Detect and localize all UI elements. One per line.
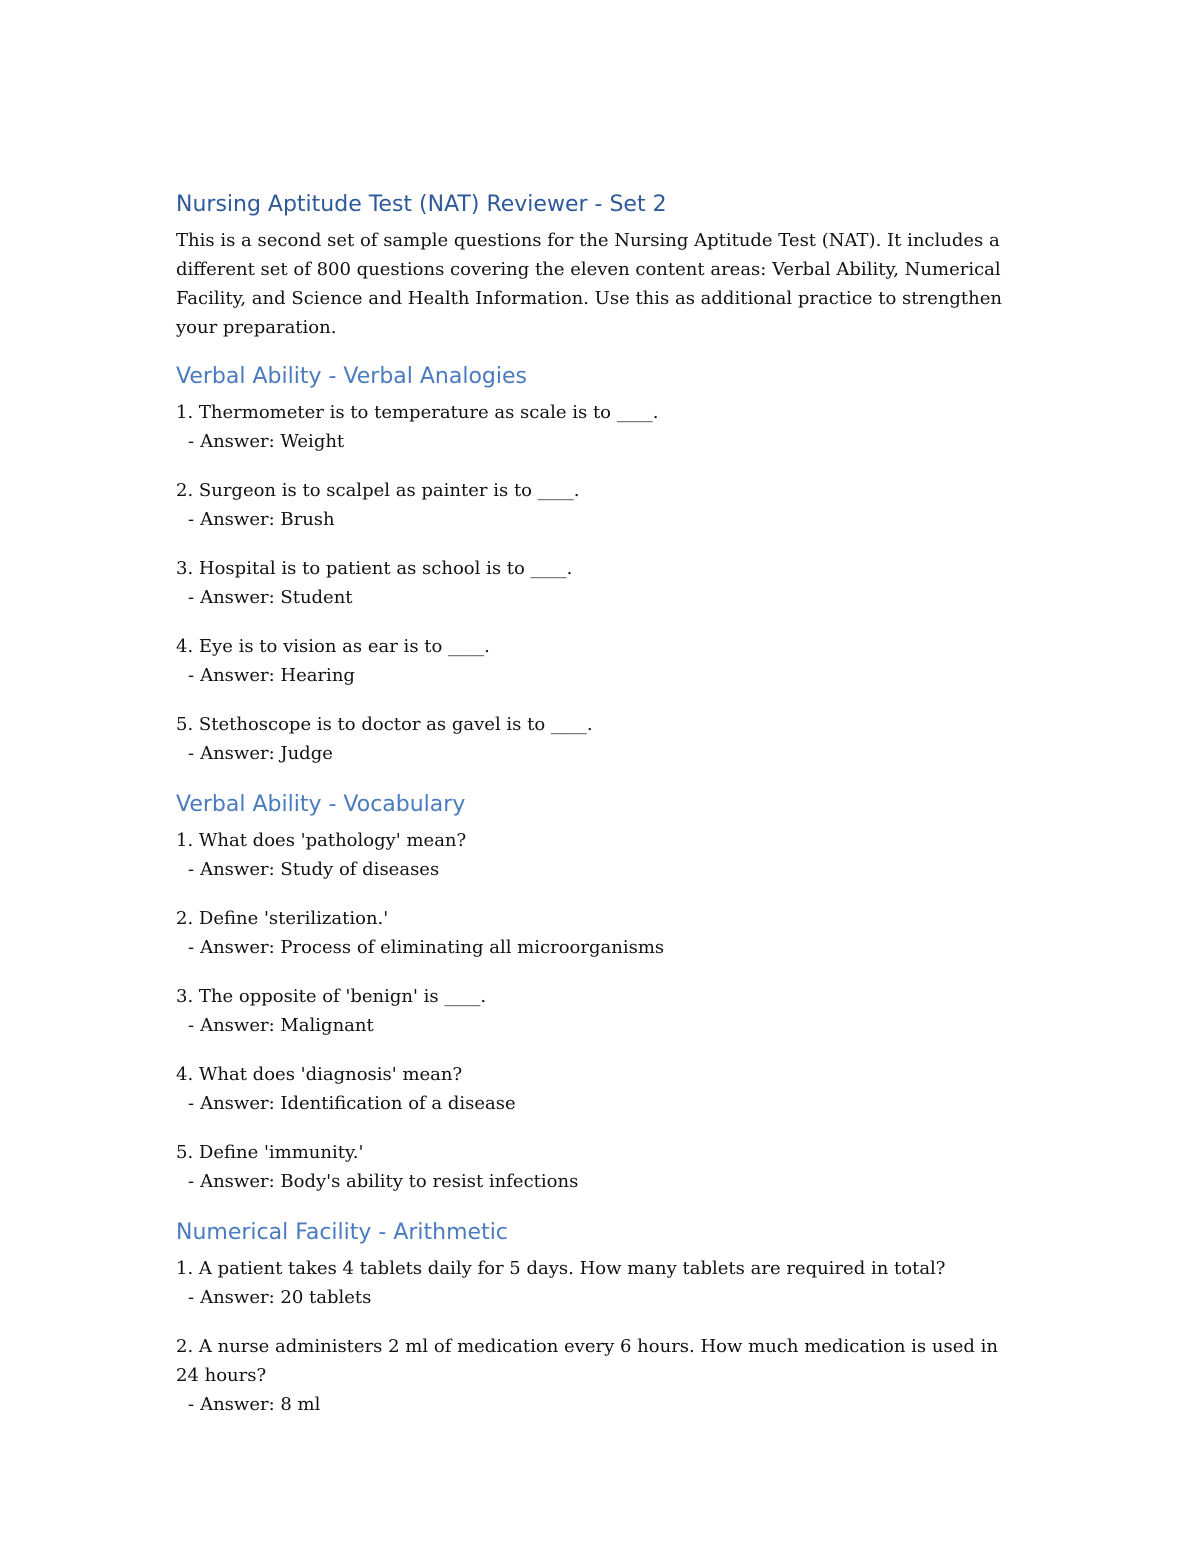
question-item: 5. Stethoscope is to doctor as gavel is to ____. - Answer: Judge — [176, 710, 1026, 768]
section-heading: Numerical Facility - Arithmetic — [176, 1220, 508, 1245]
intro-paragraph: This is a second set of sample questions for the Nursing Aptitude Test (NAT). It includes a different set of 800 questions covering the eleven content areas: Verbal Ability, Numerical Facility, and Science and Health Information. Use this as additional practice to strengthen your preparation. — [176, 230, 1002, 338]
answer-text: Answer: Student — [200, 587, 353, 608]
section-arithmetic — [176, 1216, 1026, 1419]
answer-text: Answer: Study of diseases — [200, 859, 440, 880]
answer-text: Answer: Weight — [200, 431, 345, 452]
answer-text: Answer: Malignant — [200, 1015, 374, 1036]
document-title: Nursing Aptitude Test (NAT) Reviewer - Set 2 — [176, 192, 667, 217]
question-item: 5. Define 'immunity.' - Answer: Body's ability to resist infections — [176, 1138, 1026, 1196]
answer-text: Answer: Identification of a disease — [200, 1093, 516, 1114]
question-item: 3. The opposite of 'benign' is ____. - Answer: Malignant — [176, 982, 1026, 1040]
section-heading: Verbal Ability - Vocabulary — [176, 792, 466, 817]
question-item: 1. Thermometer is to temperature as scale is to ____. - Answer: Weight — [176, 398, 1026, 456]
question-text: 1. A patient takes 4 tablets daily for 5 days. How many tablets are required in total? — [176, 1258, 946, 1279]
question-item: 1. What does 'pathology' mean? - Answer: Study of diseases — [176, 826, 1026, 884]
question-text: 1. Thermometer is to temperature as scale is to ____. — [176, 402, 659, 423]
question-item: 4. What does 'diagnosis' mean? - Answer: Identification of a disease — [176, 1060, 1026, 1118]
question-text: 3. Hospital is to patient as school is to ____. — [176, 558, 573, 579]
question-text: 1. What does 'pathology' mean? — [176, 830, 467, 851]
section-heading: Verbal Ability - Verbal Analogies — [176, 364, 527, 389]
question-text: 2. Define 'sterilization.' — [176, 908, 389, 929]
section-verbal-analogies — [176, 360, 1026, 768]
question-item: 3. Hospital is to patient as school is to ____. - Answer: Student — [176, 554, 1026, 612]
question-item: 2. A nurse administers 2 ml of medication every 6 hours. How much medication is used in 24 hours? - Answer: 8 ml — [176, 1332, 1026, 1419]
question-item: 4. Eye is to vision as ear is to ____. - Answer: Hearing — [176, 632, 1026, 690]
answer-text: Answer: Body's ability to resist infections — [200, 1171, 579, 1192]
section-vocabulary — [176, 788, 1026, 1196]
answer-text: Answer: Brush — [200, 509, 335, 530]
answer-text: Answer: 8 ml — [200, 1394, 321, 1415]
question-text: 5. Stethoscope is to doctor as gavel is to ____. — [176, 714, 593, 735]
question-text: 2. A nurse administers 2 ml of medication every 6 hours. How much medication is used in 24 hours? — [176, 1336, 998, 1386]
answer-text: Answer: Hearing — [200, 665, 355, 686]
answer-text: Answer: 20 tablets — [200, 1287, 372, 1308]
question-text: 3. The opposite of 'benign' is ____. — [176, 986, 487, 1007]
question-text: 4. Eye is to vision as ear is to ____. — [176, 636, 490, 657]
question-item: 2. Define 'sterilization.' - Answer: Process of eliminating all microorganisms — [176, 904, 1026, 962]
question-text: 2. Surgeon is to scalpel as painter is to ____. — [176, 480, 580, 501]
question-text: 4. What does 'diagnosis' mean? — [176, 1064, 463, 1085]
answer-text: Answer: Judge — [200, 743, 333, 764]
question-text: 5. Define 'immunity.' — [176, 1142, 364, 1163]
answer-text: Answer: Process of eliminating all microorganisms — [200, 937, 665, 958]
document-page — [176, 188, 1026, 1439]
question-item: 2. Surgeon is to scalpel as painter is to ____. - Answer: Brush — [176, 476, 1026, 534]
question-item: 1. A patient takes 4 tablets daily for 5 days. How many tablets are required in total? - Answer: 20 tablets — [176, 1254, 1026, 1312]
